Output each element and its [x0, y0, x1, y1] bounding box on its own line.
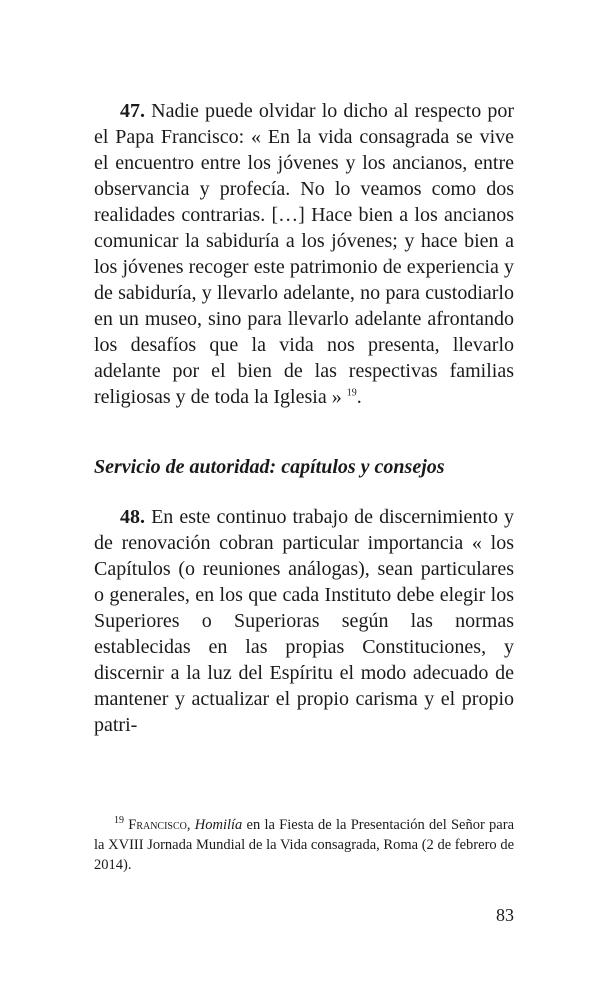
footnote-author: Francisco [128, 817, 187, 833]
page-body [94, 98, 514, 738]
footnote-text: en la Fiesta de la Presentación del Señor para la XVIII Jornada Mundial de la Vida consagrada, Roma (2 de febrero de 2014). [94, 817, 515, 873]
paragraph-number: 47. [120, 100, 145, 122]
paragraph-48 [94, 504, 514, 738]
section-heading: Servicio de autoridad: capítulos y consejos [94, 456, 445, 478]
footnote-separator: , [186, 817, 195, 833]
paragraph-tail: . [356, 386, 362, 408]
paragraph-text: Nadie puede olvidar lo dicho al respecto por el Papa Francisco: « En la vida consagrada se vive el encuentro entre los jóvenes y los ancianos, entre observancia y profecía. No lo veamos como dos realidades contrarias. […] Hace bien a los ancianos comunicar la sabiduría a los jóvenes; y hace bien a los jóvenes recoger este patrimonio de experiencia y de sabiduría, y llevarlo adelante, no para custodiarlo en un museo, sino para llevarlo adelante afrontando los desafíos que la vida nos presenta, llevarlo adelante por el bien de las respectivas familias religiosas y de toda la Iglesia » [94, 100, 514, 408]
footnote [94, 815, 514, 875]
paragraph-47 [94, 98, 514, 410]
paragraph-number: 48. [120, 506, 145, 528]
footnote-title: Homilía [194, 817, 243, 833]
footnote-reference: 19 [346, 387, 357, 399]
paragraph-text: En este continuo trabajo de discernimiento y de renovación cobran particular importancia « los Capítulos (o reuniones análogas), sean particulares o generales, en los que cada Instituto debe elegir los Superiores o Superioras según las normas establecidas en las propias Constituciones, y discernir a la luz del Espíritu el modo adecuado de mantener y actualizar el propio carisma y el propio patri- [94, 506, 514, 736]
page-number: 83 [496, 905, 514, 925]
footnote-marker: 19 [114, 815, 124, 827]
